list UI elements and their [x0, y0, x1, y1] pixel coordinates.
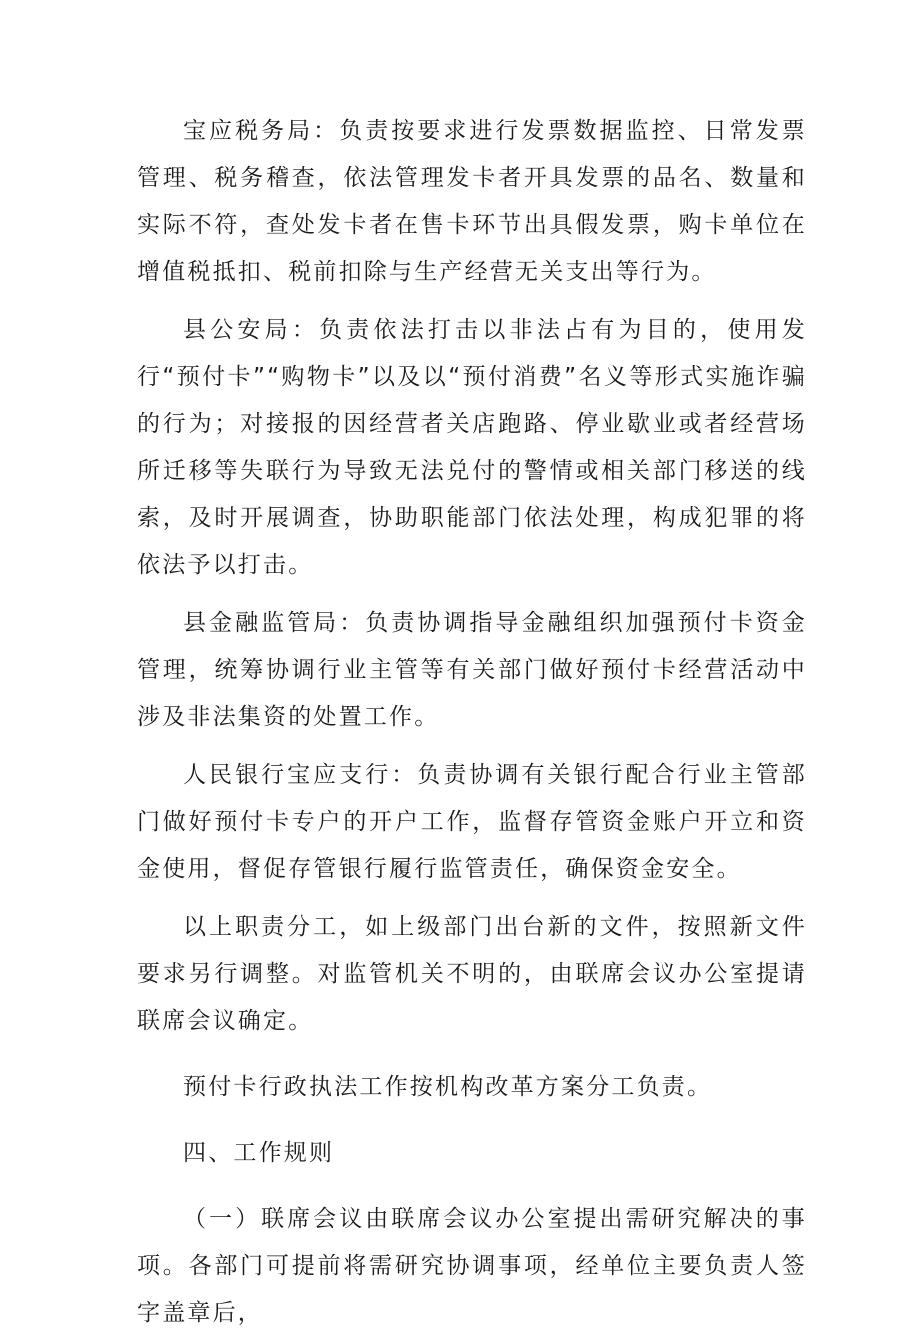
paragraph-financial-regulation: 县金融监管局：负责协调指导金融组织加强预付卡资金管理，统筹协调行业主管等有关部门做好预付卡经营活动中涉及非法集资的处置工作。 [137, 610, 807, 730]
paragraph-peoples-bank: 人民银行宝应支行：负责协调有关银行配合行业主管部门做好预付卡专户的开户工作，监督存管资金账户开立和资金使用，督促存管银行履行监管责任，确保资金安全。 [137, 762, 807, 882]
paragraph-law-enforcement: 预付卡行政执法工作按机构改革方案分工负责。 [183, 1074, 713, 1100]
paragraph-duty-adjustment: 以上职责分工，如上级部门出台新的文件，按照新文件要求另行调整。对监管机关不明的，由联席会议办公室提请联席会议确定。 [137, 914, 807, 1034]
document-body [137, 108, 807, 1337]
paragraph-tax-bureau: 宝应税务局：负责按要求进行发票数据监控、日常发票管理、税务稽查，依法管理发卡者开具发票的品名、数量和实际不符，查处发卡者在售卡环节出具假发票，购卡单位在增值税抵扣、税前扣除与生产经营无关支出等行为。 [137, 118, 807, 285]
section-heading-work-rules: 四、工作规则 [183, 1140, 335, 1166]
paragraph-rule-one: （一）联席会议由联席会议办公室提出需研究解决的事项。各部门可提前将需研究协调事项，经单位主要负责人签字盖章后， [137, 1206, 807, 1326]
paragraph-public-security: 县公安局：负责依法打击以非法占有为目的，使用发行“预付卡”“购物卡”以及以“预付消费”名义等形式实施诈骗的行为；对接报的因经营者关店跑路、停业歇业或者经营场所迁移等失联行为导致无法兑付的警情或相关部门移送的线索，及时开展调查，协助职能部门依法处理，构成犯罪的将依法予以打击。 [137, 317, 807, 578]
